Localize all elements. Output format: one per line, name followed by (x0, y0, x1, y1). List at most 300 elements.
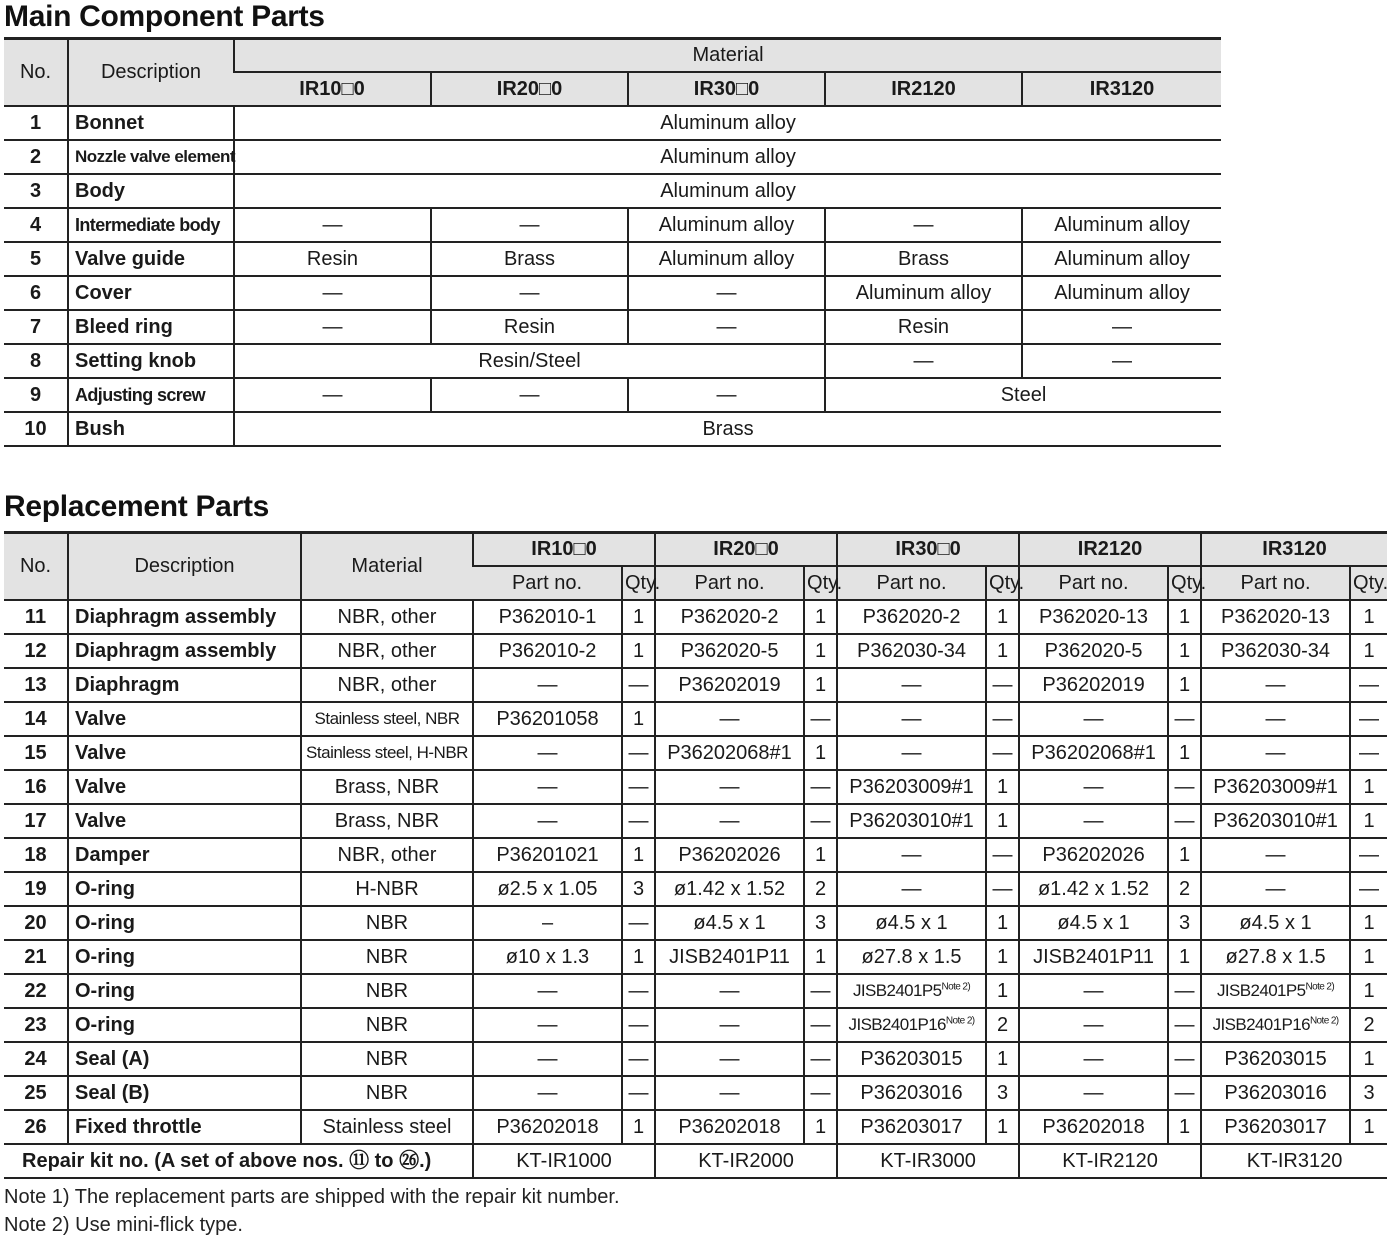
part-material: NBR, other (301, 838, 473, 872)
model-part-no (837, 634, 986, 668)
part-material: Stainless steel, H-NBR (301, 736, 473, 770)
model-part-no (473, 770, 622, 804)
material-cell: — (234, 310, 431, 344)
part-number-text: P36203016 (860, 1081, 963, 1104)
material-cell: Resin/Steel (234, 344, 825, 378)
table-row (4, 906, 1387, 940)
part-number-text: ø27.8 x 1.5 (861, 945, 962, 968)
model-qty: 1 (804, 838, 837, 872)
model-qty: 2 (1350, 1008, 1387, 1042)
model-part-no (1201, 872, 1350, 906)
repair-kit-no: KT-IR3120 (1201, 1144, 1387, 1178)
part-number-text: P36203009#1 (849, 775, 974, 798)
model-part-no (655, 736, 804, 770)
model-part-no (837, 804, 986, 838)
part-number-text: P362010-2 (498, 639, 597, 662)
model-part-no (837, 600, 986, 634)
part-number-text: JISB2401P5 (1216, 981, 1306, 1000)
model-part-no (1201, 974, 1350, 1008)
part-number-text: P36202018 (496, 1115, 599, 1138)
model-part-no (1201, 804, 1350, 838)
material-cell: Aluminum alloy (1022, 242, 1221, 276)
model-qty: 1 (622, 702, 655, 736)
material-cell: — (431, 276, 628, 310)
header-qty: Qty. (1168, 566, 1201, 600)
part-no: 5 (4, 242, 68, 276)
part-number-text: P36203016 (1224, 1081, 1327, 1104)
table-row (4, 140, 1221, 174)
material-cell: — (825, 344, 1022, 378)
part-no: 6 (4, 276, 68, 310)
part-material: NBR (301, 940, 473, 974)
table-row (4, 940, 1387, 974)
part-description: Valve (68, 702, 301, 736)
part-number-text: P36203010#1 (1213, 809, 1338, 832)
model-part-no (655, 838, 804, 872)
model-qty: — (622, 770, 655, 804)
part-material: NBR, other (301, 634, 473, 668)
header-model: IR20□0 (655, 533, 837, 566)
part-number-text: — (537, 673, 558, 696)
material-cell: — (628, 310, 825, 344)
part-description: O-ring (68, 1008, 301, 1042)
model-qty: — (986, 668, 1019, 702)
table-row (4, 872, 1387, 906)
model-qty: — (1168, 974, 1201, 1008)
model-part-no (473, 940, 622, 974)
model-part-no (473, 838, 622, 872)
model-part-no (473, 1076, 622, 1110)
model-qty: 2 (1168, 872, 1201, 906)
model-part-no (837, 838, 986, 872)
model-qty: 3 (622, 872, 655, 906)
model-qty: — (986, 736, 1019, 770)
part-material: NBR (301, 1076, 473, 1110)
main-component-parts-title: Main Component Parts (4, 0, 325, 33)
model-qty: 1 (986, 634, 1019, 668)
part-description: Diaphragm assembly (68, 634, 301, 668)
model-qty: — (622, 1042, 655, 1076)
model-part-no (473, 872, 622, 906)
model-qty: — (986, 838, 1019, 872)
header-model: IR20□0 (431, 72, 628, 106)
model-part-no (655, 940, 804, 974)
part-material: H-NBR (301, 872, 473, 906)
model-part-no (1201, 770, 1350, 804)
part-description: Seal (A) (68, 1042, 301, 1076)
model-qty: — (804, 702, 837, 736)
part-no: 8 (4, 344, 68, 378)
header-model: IR10□0 (234, 72, 431, 106)
header-no: No. (4, 39, 68, 106)
model-part-no (1201, 906, 1350, 940)
model-qty: 1 (1168, 940, 1201, 974)
part-material: NBR (301, 1008, 473, 1042)
model-part-no (473, 804, 622, 838)
model-part-no (1019, 1008, 1168, 1042)
table-row (4, 276, 1221, 310)
model-part-no (1201, 1042, 1350, 1076)
part-material: NBR, other (301, 600, 473, 634)
material-cell: Aluminum alloy (1022, 208, 1221, 242)
part-number-text: P362020-2 (680, 605, 779, 628)
model-qty: — (1168, 804, 1201, 838)
part-number-text: P362020-5 (680, 639, 779, 662)
model-part-no (1019, 940, 1168, 974)
table-row (4, 838, 1387, 872)
part-no: 26 (4, 1110, 68, 1144)
model-qty: 1 (804, 940, 837, 974)
model-part-no (837, 1110, 986, 1144)
part-number-text: — (537, 741, 558, 764)
part-no: 20 (4, 906, 68, 940)
part-description: Bonnet (68, 106, 234, 140)
model-qty: 1 (986, 974, 1019, 1008)
model-part-no (1201, 838, 1350, 872)
part-number-text: — (537, 1013, 558, 1036)
header-model: IR30□0 (837, 533, 1019, 566)
model-qty: 1 (1350, 974, 1387, 1008)
part-number-text: P36202019 (1042, 673, 1145, 696)
model-qty: — (1168, 1042, 1201, 1076)
part-number-text: JISB2401P11 (1033, 945, 1154, 968)
part-no: 16 (4, 770, 68, 804)
material-cell: — (1022, 310, 1221, 344)
header-qty: Qty. (804, 566, 837, 600)
header-qty: Qty. (622, 566, 655, 600)
part-number-text: ø4.5 x 1 (1239, 911, 1312, 934)
material-cell: — (234, 208, 431, 242)
model-part-no (1201, 1076, 1350, 1110)
part-number-text: — (901, 877, 922, 900)
part-description: Fixed throttle (68, 1110, 301, 1144)
model-qty: 3 (1350, 1076, 1387, 1110)
material-cell: — (431, 378, 628, 412)
note-2: Note 2) Use mini-flick type. (4, 1214, 243, 1236)
model-part-no (473, 736, 622, 770)
replacement-parts-table (4, 531, 1387, 1179)
part-number-text: ø10 x 1.3 (505, 945, 590, 968)
header-qty: Qty. (1350, 566, 1387, 600)
model-part-no (1019, 634, 1168, 668)
part-description: Nozzle valve element (68, 140, 234, 174)
repair-kit-label: Repair kit no. (A set of above nos. ⑪ to ㉖.) (4, 1144, 473, 1178)
header-model: IR3120 (1022, 72, 1221, 106)
material-cell: Brass (825, 242, 1022, 276)
part-description: Valve (68, 770, 301, 804)
model-part-no (1019, 702, 1168, 736)
part-description: O-ring (68, 906, 301, 940)
note-2-ref: Note 2) (1309, 1015, 1339, 1027)
model-part-no (1201, 600, 1350, 634)
material-cell: Aluminum alloy (234, 106, 1221, 140)
part-no: 24 (4, 1042, 68, 1076)
part-material: NBR (301, 974, 473, 1008)
part-number-text: P362030-34 (857, 639, 967, 662)
part-number-text: P36203015 (1224, 1047, 1327, 1070)
part-number-text: — (901, 843, 922, 866)
table-row (4, 1110, 1387, 1144)
table-row (4, 106, 1221, 140)
part-number-text: P36203017 (860, 1115, 963, 1138)
model-qty: 1 (986, 600, 1019, 634)
part-number-text: — (1265, 843, 1286, 866)
part-no: 21 (4, 940, 68, 974)
table-row (4, 412, 1221, 446)
material-cell: — (431, 208, 628, 242)
table-row (4, 1008, 1387, 1042)
part-description: Valve (68, 736, 301, 770)
model-qty: — (804, 770, 837, 804)
part-number-text: P36203015 (860, 1047, 963, 1070)
table-row (4, 668, 1387, 702)
part-number-text: P36201021 (496, 843, 599, 866)
part-description: Bush (68, 412, 234, 446)
model-part-no (1019, 770, 1168, 804)
model-part-no (473, 702, 622, 736)
material-cell: Steel (825, 378, 1221, 412)
table-row (4, 804, 1387, 838)
model-qty: — (1350, 668, 1387, 702)
part-number-text: — (719, 1047, 740, 1070)
model-qty: 1 (1350, 940, 1387, 974)
part-description: Valve (68, 804, 301, 838)
part-number-text: P36202026 (678, 843, 781, 866)
part-number-text: P362020-13 (1221, 605, 1331, 628)
model-part-no (473, 1042, 622, 1076)
model-qty: 1 (1350, 804, 1387, 838)
part-number-text: — (1083, 809, 1104, 832)
part-description: O-ring (68, 974, 301, 1008)
part-no: 4 (4, 208, 68, 242)
part-number-text: P362030-34 (1221, 639, 1331, 662)
model-qty: — (622, 974, 655, 1008)
part-no: 15 (4, 736, 68, 770)
model-part-no (473, 600, 622, 634)
model-part-no (655, 702, 804, 736)
model-part-no (837, 906, 986, 940)
model-part-no (473, 668, 622, 702)
table-row (4, 378, 1221, 412)
model-qty: — (804, 1008, 837, 1042)
header-material: Material (234, 39, 1221, 72)
part-number-text: — (719, 707, 740, 730)
main-component-table (4, 37, 1221, 447)
part-description: Bleed ring (68, 310, 234, 344)
part-no: 2 (4, 140, 68, 174)
material-cell: — (234, 276, 431, 310)
part-number-text: P362010-1 (498, 605, 597, 628)
model-qty: — (1350, 702, 1387, 736)
model-part-no (837, 702, 986, 736)
model-qty: — (804, 1042, 837, 1076)
table-row (4, 242, 1221, 276)
model-qty: 1 (804, 1110, 837, 1144)
part-description: Diaphragm (68, 668, 301, 702)
model-part-no (837, 1042, 986, 1076)
part-number-text: ø2.5 x 1.05 (497, 877, 598, 900)
part-description: Cover (68, 276, 234, 310)
model-qty: — (986, 702, 1019, 736)
model-part-no (837, 736, 986, 770)
part-number-text: — (1083, 707, 1104, 730)
part-description: Valve guide (68, 242, 234, 276)
part-number-text: — (1083, 1047, 1104, 1070)
header-material: Material (301, 533, 473, 600)
material-cell: Aluminum alloy (628, 208, 825, 242)
model-qty: 1 (622, 940, 655, 974)
model-qty: 1 (804, 600, 837, 634)
model-part-no (655, 1076, 804, 1110)
part-number-text: P36202068#1 (1031, 741, 1156, 764)
model-part-no (1019, 668, 1168, 702)
model-qty: 1 (1350, 906, 1387, 940)
part-number-text: — (901, 741, 922, 764)
header-part-no: Part no. (473, 566, 622, 600)
model-part-no (473, 1110, 622, 1144)
model-part-no (1201, 940, 1350, 974)
part-number-text: P36202018 (678, 1115, 781, 1138)
material-cell: Brass (234, 412, 1221, 446)
model-part-no (473, 906, 622, 940)
part-material: NBR (301, 1042, 473, 1076)
part-number-text: — (1083, 979, 1104, 1002)
part-description: Setting knob (68, 344, 234, 378)
header-description: Description (68, 533, 301, 600)
material-cell: Aluminum alloy (1022, 276, 1221, 310)
material-cell: Aluminum alloy (825, 276, 1022, 310)
part-description: O-ring (68, 872, 301, 906)
model-qty: — (622, 1008, 655, 1042)
model-qty: 1 (986, 1042, 1019, 1076)
model-qty: — (622, 804, 655, 838)
part-description: Seal (B) (68, 1076, 301, 1110)
model-qty: 2 (804, 872, 837, 906)
part-description: Body (68, 174, 234, 208)
table-row (4, 600, 1387, 634)
part-no: 3 (4, 174, 68, 208)
header-qty: Qty. (986, 566, 1019, 600)
repair-kit-row (4, 1144, 1387, 1178)
model-qty: — (622, 736, 655, 770)
part-number-text: — (1083, 1013, 1104, 1036)
model-qty: — (804, 1076, 837, 1110)
model-qty: 1 (622, 1110, 655, 1144)
table-row (4, 736, 1387, 770)
model-qty: — (1350, 838, 1387, 872)
material-cell: — (825, 208, 1022, 242)
model-qty: — (1350, 872, 1387, 906)
model-part-no (655, 1008, 804, 1042)
material-cell: — (628, 276, 825, 310)
model-qty: — (622, 906, 655, 940)
material-cell: Resin (234, 242, 431, 276)
model-part-no (655, 668, 804, 702)
part-number-text: — (1265, 673, 1286, 696)
part-description: Diaphragm assembly (68, 600, 301, 634)
table-row (4, 634, 1387, 668)
model-part-no (1019, 1042, 1168, 1076)
model-part-no (655, 974, 804, 1008)
part-number-text: — (719, 1013, 740, 1036)
model-qty: 1 (622, 600, 655, 634)
note-1: Note 1) The replacement parts are shipped with the repair kit number. (4, 1186, 620, 1208)
model-part-no (473, 974, 622, 1008)
header-part-no: Part no. (1019, 566, 1168, 600)
table-row (4, 974, 1387, 1008)
part-number-text: P36201058 (496, 707, 599, 730)
part-number-text: — (719, 809, 740, 832)
model-qty: 1 (986, 940, 1019, 974)
material-cell: Aluminum alloy (234, 140, 1221, 174)
note-2-ref: Note 2) (1305, 981, 1335, 993)
part-number-text: JISB2401P16 (848, 1015, 946, 1034)
material-cell: Brass (431, 242, 628, 276)
part-number-text: — (537, 775, 558, 798)
model-part-no (1019, 736, 1168, 770)
material-cell: — (234, 378, 431, 412)
model-part-no (1019, 906, 1168, 940)
part-number-text: ø1.42 x 1.52 (1037, 877, 1150, 900)
table-row (4, 310, 1221, 344)
header-model: IR3120 (1201, 533, 1387, 566)
model-part-no (1019, 872, 1168, 906)
model-qty: — (622, 1076, 655, 1110)
model-qty: — (804, 804, 837, 838)
part-number-text: P36202018 (1042, 1115, 1145, 1138)
model-part-no (1201, 1008, 1350, 1042)
model-qty: 1 (804, 736, 837, 770)
model-part-no (1019, 838, 1168, 872)
repair-kit-no: KT-IR3000 (837, 1144, 1019, 1178)
part-number-text: — (537, 1081, 558, 1104)
table-row (4, 208, 1221, 242)
part-no: 25 (4, 1076, 68, 1110)
model-qty: 1 (1350, 634, 1387, 668)
part-description: O-ring (68, 940, 301, 974)
part-number-text: P362020-13 (1039, 605, 1149, 628)
part-number-text: P36202068#1 (667, 741, 792, 764)
part-number-text: — (901, 707, 922, 730)
model-part-no (655, 872, 804, 906)
model-part-no (655, 1110, 804, 1144)
note-2-ref: Note 2) (945, 1015, 975, 1027)
model-qty: 1 (1350, 1110, 1387, 1144)
part-number-text: — (1265, 877, 1286, 900)
header-description: Description (68, 39, 234, 106)
part-number-text: — (1265, 707, 1286, 730)
table-row (4, 174, 1221, 208)
header-part-no: Part no. (655, 566, 804, 600)
model-qty: — (804, 974, 837, 1008)
model-part-no (655, 634, 804, 668)
header-part-no: Part no. (1201, 566, 1350, 600)
part-description: Intermediate body (68, 208, 234, 242)
replacement-parts-title: Replacement Parts (4, 490, 270, 523)
model-qty: — (1168, 1008, 1201, 1042)
part-material: Brass, NBR (301, 770, 473, 804)
material-cell: Resin (431, 310, 628, 344)
part-number-text: P362020-5 (1044, 639, 1143, 662)
material-cell: Aluminum alloy (234, 174, 1221, 208)
table-row (4, 770, 1387, 804)
model-part-no (1019, 1076, 1168, 1110)
model-part-no (837, 940, 986, 974)
part-number-text: JISB2401P16 (1212, 1015, 1310, 1034)
part-material: Brass, NBR (301, 804, 473, 838)
model-part-no (837, 1076, 986, 1110)
model-part-no (655, 804, 804, 838)
